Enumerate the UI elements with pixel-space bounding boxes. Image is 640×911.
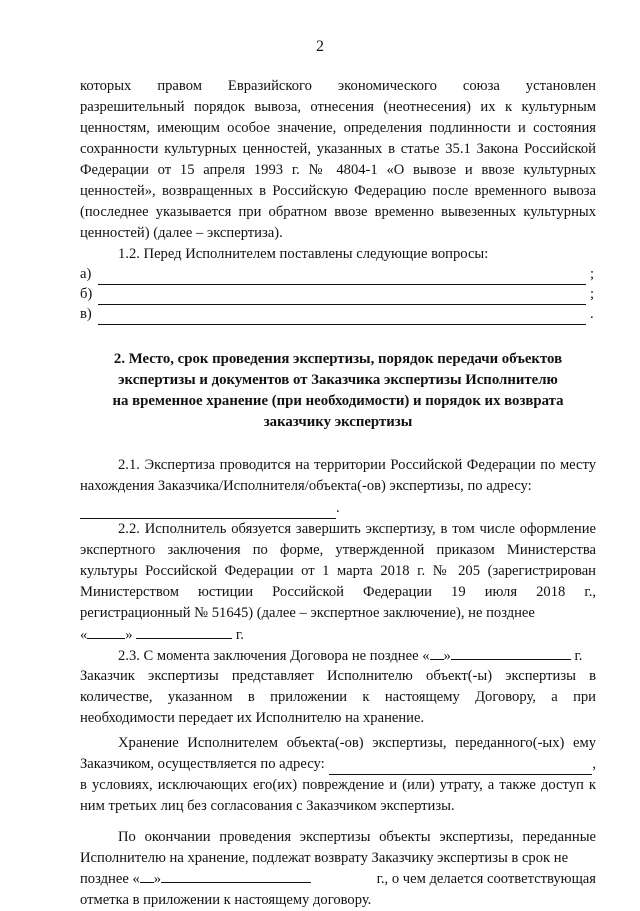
question-label: в) bbox=[80, 306, 92, 322]
storage-address-prefix: Заказчиком, осуществляется по адресу: bbox=[80, 756, 325, 772]
storage-address-line bbox=[80, 754, 596, 775]
blank-line bbox=[98, 270, 586, 285]
return-date-group bbox=[80, 868, 311, 890]
date-open-quote: « bbox=[80, 627, 88, 643]
clause-2-3-mid: » bbox=[443, 648, 451, 664]
blank-address bbox=[329, 760, 593, 775]
question-end: . bbox=[590, 306, 594, 322]
intro-paragraph: разрешительный порядок вывоза, отнесения (неотнесения) их к культурным ценностям, имеющим особое значение, определения подлинности и состояния сохранности культурных ценностей, указанных в статье 35.1 Закона Российской Федерации от 15 апреля 1993 г. № 4804-1 «О вывозе и ввозе культурных ценностей», возвращенных в Российскую Федерацию после временного вывоза (последнее указывается при обратном ввозе временно вывезенных культурных ценностей) (далее – экспертиза). bbox=[80, 99, 596, 241]
return-end-line: отметка в приложении к настоящему договору. bbox=[80, 892, 372, 908]
blank-line bbox=[98, 310, 586, 325]
clause-2-1: 2.1. Экспертиза проводится на территории Российской Федерации по месту нахождения Заказчика/Исполнителя/объекта(-ов) экспертизы, по адресу: bbox=[80, 457, 596, 494]
question-end: ; bbox=[590, 266, 595, 282]
return-mid: » bbox=[153, 871, 162, 887]
section-2-heading: 2. Место, срок проведения экспертизы, порядок передачи объектов экспертизы и документов от Заказчика экспертизы Исполнителю на временное хранение (при необходимости) и порядок их возврата заказчику экспертизы bbox=[112, 351, 564, 430]
storage-first-line: Хранение Исполнителем объекта(-ов) экспертизы, переданного(-ых) ему bbox=[118, 735, 596, 751]
question-label: а) bbox=[80, 266, 92, 282]
address-line-2-1 bbox=[80, 497, 596, 519]
return-prefix: позднее « bbox=[80, 871, 140, 887]
intro-first-line: которых правом Евразийского экономического союза установлен bbox=[80, 78, 596, 94]
question-label: б) bbox=[80, 286, 93, 302]
blank-line bbox=[98, 290, 586, 305]
return-text: По окончании проведения экспертизы объекты экспертизы, переданные Исполнителю на хранение, подлежат возврату Заказчику экспертизы в срок не bbox=[80, 829, 596, 866]
blank-day bbox=[140, 868, 154, 883]
page-number: 2 bbox=[316, 38, 324, 55]
date-close-quote: » bbox=[125, 627, 133, 643]
question-line-b bbox=[80, 285, 596, 305]
blank-month bbox=[136, 624, 232, 639]
clause-1-2: 1.2. Перед Исполнителем поставлены следующие вопросы: bbox=[118, 246, 489, 262]
clause-2-2: 2.2. Исполнитель обязуется завершить экспертизу, в том числе оформление экспертного заключения по форме, утвержденной приказом Министерства культуры Российской Федерации от 1 марта 2018 г. № 205 (зарегистрирован Министерством юстиции Российской Федерации 19 июля 2018 г., регистрационный № 51645) (далее – экспертное заключение), не позднее bbox=[80, 521, 596, 621]
clause-2-3-year: г. bbox=[574, 648, 583, 664]
return-date-line bbox=[80, 869, 596, 890]
storage-text: в условиях, исключающих его(их) повреждение и (или) утрату, а также доступ к ним третьих лиц без согласования с Заказчиком экспертизы. bbox=[80, 777, 596, 814]
blank-line bbox=[80, 504, 336, 519]
return-suffix: г., о чем делается соответствующая bbox=[376, 871, 596, 887]
blank-day bbox=[87, 624, 125, 639]
question-line-a bbox=[80, 265, 596, 285]
clause-2-3-text: Заказчик экспертизы представляет Исполнителю объект(-ы) экспертизы в количестве, указанном в приложении к настоящему Договору, а при необходимости передает их Исполнителю на хранение. bbox=[80, 668, 596, 726]
question-end: ; bbox=[590, 286, 595, 302]
date-year: г. bbox=[235, 627, 244, 643]
blank-month bbox=[161, 868, 311, 883]
clause-2-2-date bbox=[80, 624, 596, 645]
document-body bbox=[80, 76, 596, 911]
clause-2-1-end: . bbox=[336, 500, 340, 516]
blank-month bbox=[451, 645, 571, 660]
question-line-c bbox=[80, 305, 596, 325]
clause-2-3-prefix: 2.3. С момента заключения Договора не позднее « bbox=[118, 648, 430, 664]
questions-list bbox=[80, 265, 596, 325]
storage-address-end: , bbox=[592, 756, 596, 772]
clause-2-3-first-line bbox=[80, 645, 596, 666]
blank-day bbox=[430, 645, 444, 660]
